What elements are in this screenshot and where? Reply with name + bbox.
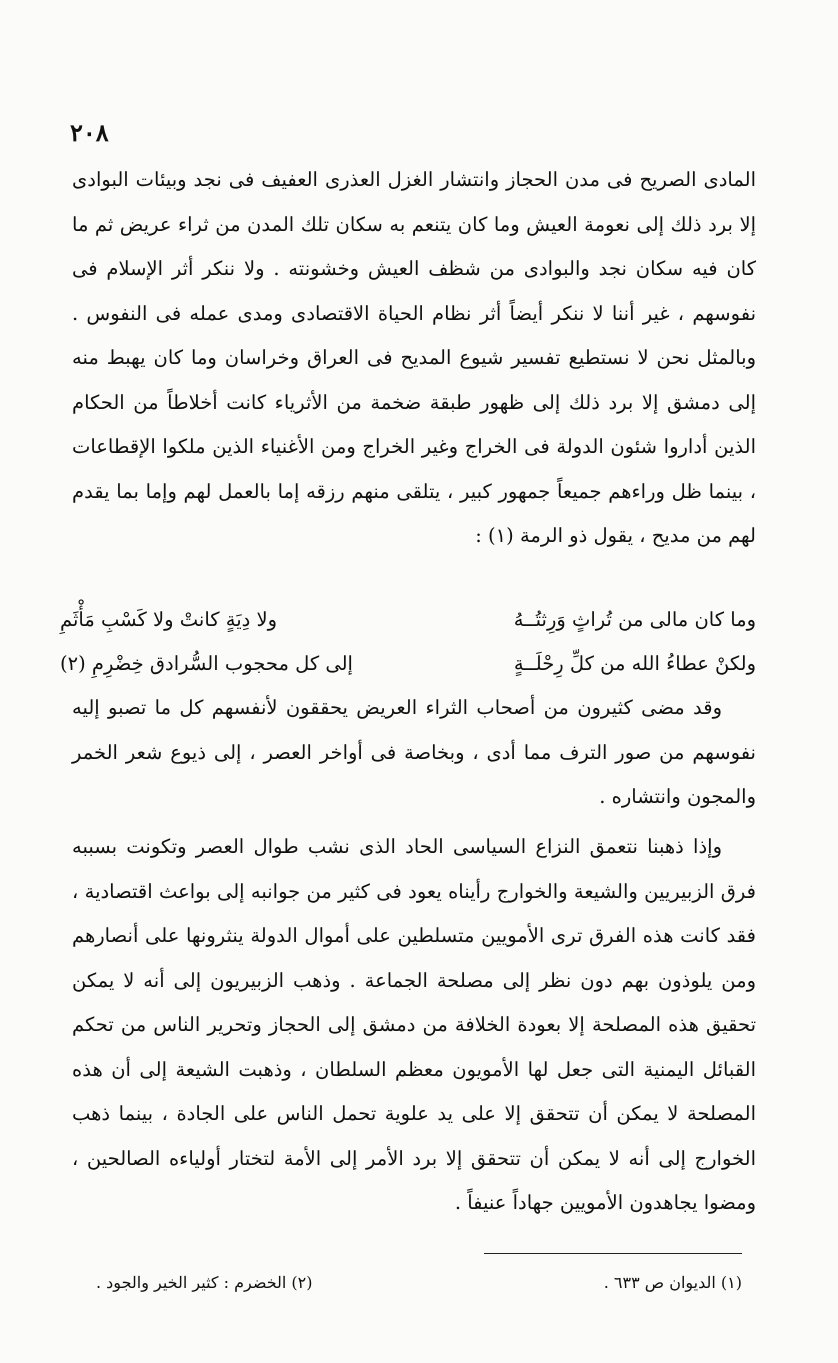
footnote-1: (١) الديوان ص ٦٣٣ . xyxy=(603,1273,742,1292)
paragraph-economic-life: المادى الصريح فى مدن الحجاز وانتشار الغزل العذرى العفيف فى نجد وبيئات البوادى إلا برد ذلك إلى نعومة العيش وما كان يتنعم به سكان تلك المدن من ثراء عريض ثم ما كان فيه سكان نجد والبوادى من شظف العيش وخشونته . ولا ننكر أثر الإسلام فى نفوسهم ، غير أننا لا ننكر أيضاً أثر نظام الحياة الاقتصادى ومدى عمله فى النفوس . وبالمثل نحن لا نستطيع تفسير شيوع المديح فى العراق وخراسان وما كان يهبط منه إلى دمشق إلا برد ذلك إلى ظهور طبقة ضخمة من الأثرياء كانت أخلاطاً من الحكام الذين أداروا شئون الدولة فى الخراج وغير الخراج ومن الأغنياء الذين ملكوا الإقطاعات ، بينما ظل وراءهم جميعاً جمهور كبير ، يتلقى منهم رزقه إما بالعمل لهم وإما بما يقدم لهم من مديح ، يقول ذو الرمة (١) : xyxy=(72,168,756,547)
paragraph-wealth-luxury: وقد مضى كثيرون من أصحاب الثراء العريض يحققون لأنفسهم كل ما تصبو إليه نفوسهم من صور الترف مما أدى ، وبخاصة فى أواخر العصر ، إلى ذيوع شعر الخمر والمجون وانتشاره . xyxy=(72,696,756,808)
poem-verse-2 xyxy=(60,642,756,686)
verse-1-second-hemistich: ولا دِيَةٍ كانتْ ولا كَسْبِ مَأْثَمِ xyxy=(60,608,278,631)
footnote-divider xyxy=(484,1253,742,1254)
page-number: ٢٠٨ xyxy=(70,118,109,147)
verse-1-first-hemistich: وما كان مالى من تُراثٍ وَرِثتُــهُ xyxy=(513,608,756,631)
verse-2-first-hemistich: ولكنْ عطاءُ الله من كلِّ رِحْلَــةٍ xyxy=(513,652,756,675)
footnotes xyxy=(96,1268,742,1298)
paragraph-political-conflict: وإذا ذهبنا نتعمق النزاع السياسى الحاد الذى نشب طوال العصر وتكونت بسببه فرق الزبيريين والشيعة والخوارج رأيناه يعود فى كثير من جوانبه إلى بواعث اقتصادية ، فقد كانت هذه الفرق ترى الأمويين متسلطين على أموال الدولة ينثرونها على أنصارهم ومن يلوذون بهم دون نظر إلى مصلحة الجماعة . وذهب الزبيريون إلى أنه لا يمكن تحقيق هذه المصلحة إلا بعودة الخلافة من دمشق إلى الحجاز وتحرير الناس من تحكم القبائل اليمنية التى جعل لها الأمويون معظم السلطان ، وذهبت الشيعة إلى أن هذه المصلحة لا يمكن أن تتحقق إلا على يد علوية تحمل الناس على الجادة ، بينما ذهب الخوارج إلى أنه لا يمكن أن تتحقق إلا برد الأمر إلى الأمة لتختار أولياءه الصالحين ، ومضوا يجاهدون الأمويين جهاداً عنيفاً . xyxy=(72,835,756,1214)
verse-2-second-hemistich: إلى كل محجوب السُّرادق خِضْرِمِ (٢) xyxy=(60,652,353,675)
footnote-2: (٢) الخضرم : كثير الخير والجود . xyxy=(96,1273,313,1292)
poem-verse-1 xyxy=(60,598,756,642)
poem-quotation xyxy=(60,598,756,686)
